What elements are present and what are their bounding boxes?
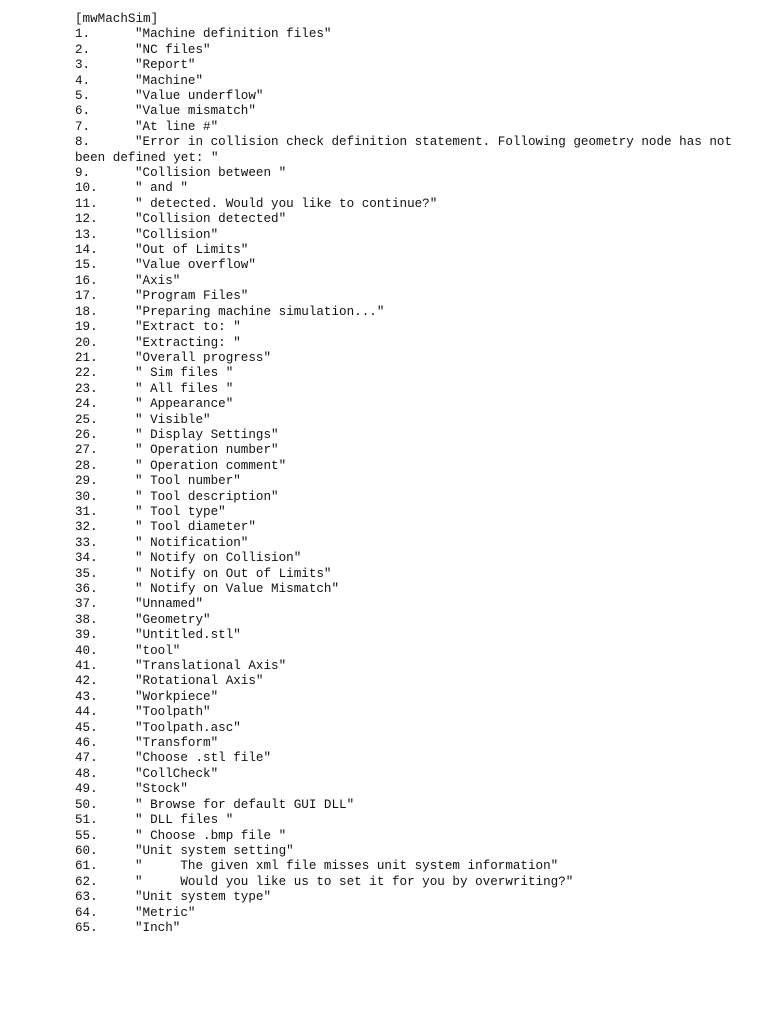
document-body xyxy=(75,12,765,936)
entry-number: 63. xyxy=(75,890,98,905)
entry-number: 43. xyxy=(75,689,98,704)
entry-text: " Choose .bmp file " xyxy=(135,828,287,843)
list-item xyxy=(75,906,765,921)
list-item xyxy=(75,567,765,582)
list-item xyxy=(75,428,765,443)
entry-number: 7. xyxy=(75,119,91,134)
entry-number: 11. xyxy=(75,196,98,211)
list-item xyxy=(75,351,765,366)
entry-number: 60. xyxy=(75,843,98,858)
entry-text: "Translational Axis" xyxy=(135,659,287,674)
list-item xyxy=(75,751,765,766)
list-item xyxy=(75,782,765,797)
entry-text: "Overall progress" xyxy=(135,350,272,365)
entry-text: " Operation comment" xyxy=(135,458,287,473)
list-item xyxy=(75,490,765,505)
entry-text: "Unit system type" xyxy=(135,890,272,905)
entry-text: "Geometry" xyxy=(135,612,211,627)
entry-number: 24. xyxy=(75,397,98,412)
entry-text: "Metric" xyxy=(135,905,196,920)
entry-text: "Preparing machine simulation..." xyxy=(135,304,385,319)
entry-text: "At line #" xyxy=(135,119,219,134)
entry-text: "Extracting: " xyxy=(135,335,241,350)
entry-number: 36. xyxy=(75,582,98,597)
entry-number: 49. xyxy=(75,782,98,797)
entry-text: " detected. Would you like to continue?" xyxy=(135,196,438,211)
list-item xyxy=(75,27,765,42)
entry-number: 35. xyxy=(75,566,98,581)
entry-text: "Transform" xyxy=(135,736,219,751)
list-item xyxy=(75,336,765,351)
entry-number: 13. xyxy=(75,227,98,242)
entry-text: "Untitled.stl" xyxy=(135,628,241,643)
entry-number: 25. xyxy=(75,412,98,427)
list-item xyxy=(75,551,765,566)
list-item xyxy=(75,690,765,705)
entry-text: "Machine" xyxy=(135,73,204,88)
entry-text: " Display Settings" xyxy=(135,427,279,442)
entry-number: 37. xyxy=(75,597,98,612)
entry-number: 41. xyxy=(75,659,98,674)
entry-number: 14. xyxy=(75,243,98,258)
entry-text: " Tool number" xyxy=(135,474,241,489)
entry-number: 15. xyxy=(75,258,98,273)
list-item xyxy=(75,597,765,612)
entry-number: 64. xyxy=(75,905,98,920)
entry-number: 39. xyxy=(75,628,98,643)
list-item xyxy=(75,644,765,659)
entry-number: 20. xyxy=(75,335,98,350)
entry-text: "Report" xyxy=(135,58,196,73)
entry-number: 50. xyxy=(75,797,98,812)
entry-text: "Choose .stl file" xyxy=(135,751,272,766)
entry-text: " All files " xyxy=(135,381,234,396)
list-item xyxy=(75,813,765,828)
entry-text: "Inch" xyxy=(135,920,181,935)
entry-text: " The given xml file misses unit system information" xyxy=(135,859,559,874)
entry-number: 3. xyxy=(75,58,91,73)
list-item xyxy=(75,397,765,412)
entry-text: " Notification" xyxy=(135,535,249,550)
entry-text: " Would you like us to set it for you by overwriting?" xyxy=(135,874,574,889)
list-item xyxy=(75,320,765,335)
entry-list xyxy=(75,27,765,936)
entry-number: 38. xyxy=(75,612,98,627)
entry-text: " Tool description" xyxy=(135,489,279,504)
entry-number: 62. xyxy=(75,874,98,889)
entry-number: 22. xyxy=(75,366,98,381)
entry-text: " Tool type" xyxy=(135,504,226,519)
entry-number: 9. xyxy=(75,166,91,181)
list-item xyxy=(75,798,765,813)
entry-text: "Axis" xyxy=(135,273,181,288)
entry-number: 27. xyxy=(75,443,98,458)
entry-text: "Collision between " xyxy=(135,166,287,181)
section-header: [mwMachSim] xyxy=(75,12,159,26)
entry-text: "Program Files" xyxy=(135,289,249,304)
list-item xyxy=(75,181,765,196)
list-item xyxy=(75,305,765,320)
list-item xyxy=(75,413,765,428)
entry-text: "Unnamed" xyxy=(135,597,204,612)
list-item xyxy=(75,212,765,227)
entry-number: 40. xyxy=(75,643,98,658)
entry-number: 48. xyxy=(75,766,98,781)
entry-text: " Browse for default GUI DLL" xyxy=(135,797,355,812)
entry-text: " Operation number" xyxy=(135,443,279,458)
entry-text: "NC files" xyxy=(135,42,211,57)
entry-text: " Visible" xyxy=(135,412,211,427)
list-item xyxy=(75,829,765,844)
list-item xyxy=(75,474,765,489)
entry-text: " Appearance" xyxy=(135,397,234,412)
entry-number: 29. xyxy=(75,474,98,489)
entry-text: "Collision" xyxy=(135,227,219,242)
entry-text: "Out of Limits" xyxy=(135,243,249,258)
list-item xyxy=(75,582,765,597)
list-item xyxy=(75,382,765,397)
entry-text: "CollCheck" xyxy=(135,766,219,781)
list-item xyxy=(75,767,765,782)
entry-number: 32. xyxy=(75,520,98,535)
entry-text: "Extract to: " xyxy=(135,320,241,335)
entry-number: 65. xyxy=(75,920,98,935)
entry-text: "Rotational Axis" xyxy=(135,674,264,689)
entry-number: 28. xyxy=(75,458,98,473)
entry-text: "Value underflow" xyxy=(135,89,264,104)
entry-text: "Machine definition files" xyxy=(135,27,332,42)
entry-number: 46. xyxy=(75,736,98,751)
list-item xyxy=(75,135,765,166)
entry-number: 4. xyxy=(75,73,91,88)
entry-text: "Unit system setting" xyxy=(135,843,294,858)
list-item xyxy=(75,736,765,751)
list-item xyxy=(75,443,765,458)
list-item xyxy=(75,875,765,890)
entry-text: "Stock" xyxy=(135,782,188,797)
list-item xyxy=(75,859,765,874)
list-item xyxy=(75,228,765,243)
list-item xyxy=(75,43,765,58)
entry-text: "Value mismatch" xyxy=(135,104,256,119)
entry-number: 45. xyxy=(75,720,98,735)
entry-number: 51. xyxy=(75,813,98,828)
list-item xyxy=(75,628,765,643)
list-item xyxy=(75,104,765,119)
entry-number: 6. xyxy=(75,104,91,119)
list-item xyxy=(75,74,765,89)
entry-text: "Collision detected" xyxy=(135,212,287,227)
list-item xyxy=(75,674,765,689)
entry-number: 8. xyxy=(75,135,91,150)
entry-number: 30. xyxy=(75,489,98,504)
list-item xyxy=(75,844,765,859)
entry-number: 42. xyxy=(75,674,98,689)
entry-text: " Notify on Collision" xyxy=(135,551,302,566)
entry-number: 23. xyxy=(75,381,98,396)
entry-text: " Notify on Value Mismatch" xyxy=(135,582,340,597)
entry-number: 2. xyxy=(75,42,91,57)
entry-number: 17. xyxy=(75,289,98,304)
entry-text: "Workpiece" xyxy=(135,689,219,704)
list-item xyxy=(75,536,765,551)
entry-number: 44. xyxy=(75,705,98,720)
list-item xyxy=(75,274,765,289)
entry-number: 21. xyxy=(75,350,98,365)
list-item xyxy=(75,166,765,181)
entry-text: " Tool diameter" xyxy=(135,520,256,535)
list-item xyxy=(75,58,765,73)
entry-text: "Toolpath.asc" xyxy=(135,720,241,735)
list-item xyxy=(75,520,765,535)
list-item xyxy=(75,613,765,628)
entry-number: 31. xyxy=(75,504,98,519)
entry-number: 26. xyxy=(75,427,98,442)
list-item xyxy=(75,659,765,674)
entry-number: 12. xyxy=(75,212,98,227)
entry-number: 18. xyxy=(75,304,98,319)
entry-text: "Value overflow" xyxy=(135,258,256,273)
entry-number: 16. xyxy=(75,273,98,288)
entry-number: 10. xyxy=(75,181,98,196)
list-item xyxy=(75,289,765,304)
list-item xyxy=(75,120,765,135)
entry-number: 5. xyxy=(75,89,91,104)
entry-text: "tool" xyxy=(135,643,181,658)
list-item xyxy=(75,505,765,520)
entry-number: 61. xyxy=(75,859,98,874)
list-item xyxy=(75,243,765,258)
list-item xyxy=(75,705,765,720)
entry-text: "Error in collision check definition statement. Following geometry node has not been defined yet: " xyxy=(75,135,740,165)
list-item xyxy=(75,366,765,381)
list-item xyxy=(75,721,765,736)
list-item xyxy=(75,258,765,273)
entry-text: " and " xyxy=(135,181,188,196)
entry-text: " Notify on Out of Limits" xyxy=(135,566,332,581)
list-item xyxy=(75,921,765,936)
entry-number: 34. xyxy=(75,551,98,566)
entry-number: 33. xyxy=(75,535,98,550)
list-item xyxy=(75,459,765,474)
entry-number: 47. xyxy=(75,751,98,766)
entry-number: 1. xyxy=(75,27,91,42)
entry-number: 55. xyxy=(75,828,98,843)
entry-text: "Toolpath" xyxy=(135,705,211,720)
list-item xyxy=(75,197,765,212)
list-item xyxy=(75,890,765,905)
entry-text: " DLL files " xyxy=(135,813,234,828)
entry-number: 19. xyxy=(75,320,98,335)
entry-text: " Sim files " xyxy=(135,366,234,381)
list-item xyxy=(75,89,765,104)
